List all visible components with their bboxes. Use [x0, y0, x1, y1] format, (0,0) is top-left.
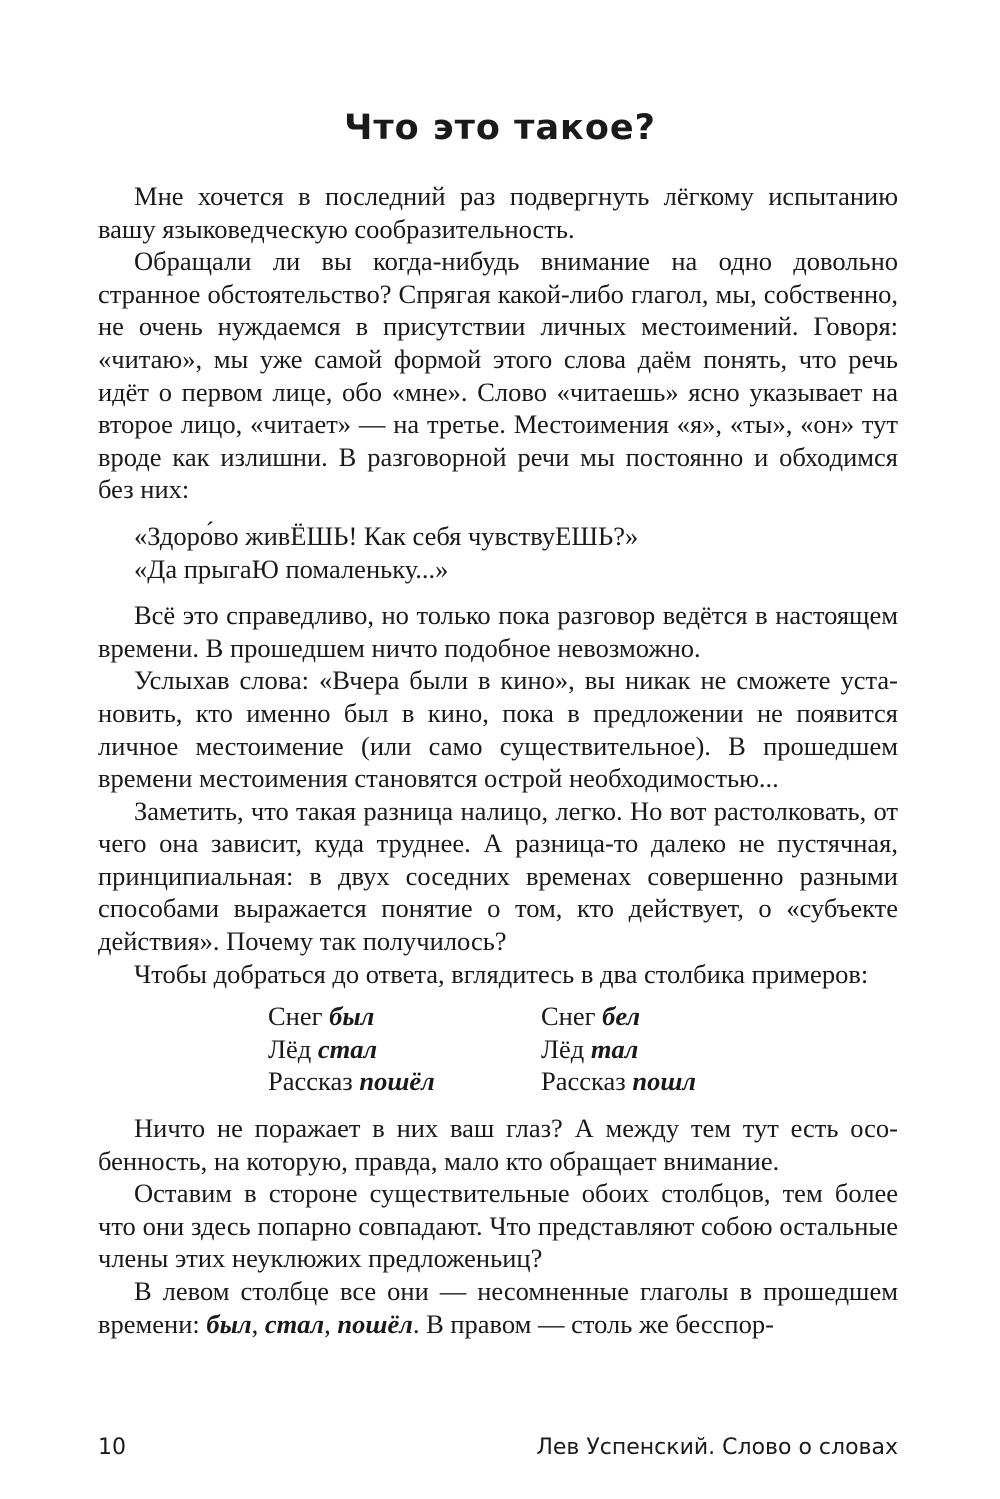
emphasis: был [206, 1308, 252, 1339]
paragraph: Обращали ли вы когда-нибудь внимание на одно довольно странное обстоятельство? Спрягая какой-либо глагол, мы, собственно, не очень нуждаемся в присутствии личных местоимений. Говоря: «читаю», мы уже самой формой этого слова даём понять, что речь идёт о первом лице, обо «мне». Слово «читаешь» ясно указывает на второе лицо, «читает» — на третье. Местоимения «я», «ты», «он» тут вроде как излишни. В разговорной речи мы постоянно и обходимся без них: [98, 246, 898, 505]
example-noun: Рассказ [268, 1066, 360, 1097]
example-word: был [329, 1001, 375, 1032]
text-run: , [324, 1308, 338, 1339]
example-noun: Лёд [541, 1033, 591, 1064]
text-run: В левом столбце все они — несомненные глаголы в прошедшем времени: [98, 1276, 898, 1339]
text-run: . В правом — столь же бесспор- [412, 1308, 774, 1339]
example-left-2 [268, 1033, 541, 1066]
paragraph: Чтобы добраться до ответа, вглядитесь в два столбика примеров: [134, 958, 869, 989]
example-right-1 [541, 1000, 801, 1033]
example-right-2 [541, 1033, 801, 1066]
emphasis: стал [264, 1308, 325, 1339]
dialogue-quote [134, 520, 898, 585]
example-left-3 [268, 1065, 541, 1098]
paragraph: Заметить, что такая разница налицо, легко. Но вот растолковать, от чего она зависит, куда труднее. А разница-то далеко не пустячная, принципиальная: в двух соседних временах совершенно разными способами выражается понятие о том, кто действует, о «субъекте действия». Почему так получилось? [98, 795, 898, 957]
example-word: пошл [632, 1066, 697, 1097]
running-title: Лев Успенский. Слово о словах [536, 1435, 898, 1460]
example-word: пошёл [359, 1066, 435, 1097]
paragraph [98, 1275, 898, 1340]
example-word: стал [317, 1033, 378, 1064]
text-run: , [251, 1308, 265, 1339]
quote-line: «Да прыгаЮ помаленьку...» [134, 553, 449, 584]
chapter-title: Что это такое? [344, 108, 656, 148]
page-number: 10 [98, 1435, 126, 1460]
example-noun: Снег [268, 1001, 330, 1032]
example-noun: Снег [541, 1001, 603, 1032]
example-right-3 [541, 1065, 801, 1098]
example-columns [268, 1000, 898, 1098]
paragraph: Ничто не поражает в них ваш глаз? А между тем тут есть особенность, на которую, правда, мало кто обращает внимание. [98, 1113, 898, 1176]
example-noun: Лёд [268, 1033, 318, 1064]
emphasis: пошёл [337, 1308, 413, 1339]
paragraph: Всё это справедливо, но только пока разговор ведётся в настоящем времени. В прошедшем ничто подобное невозможно. [98, 600, 898, 663]
paragraph: Мне хочется в последний раз подвергнуть лёгкому испытанию вашу языковедческую сообразительность. [98, 181, 898, 244]
example-word: бел [602, 1001, 641, 1032]
quote-line: «Здоро́во живЁШЬ! Как себя чувствуЕШЬ?» [134, 520, 639, 551]
paragraph: Услыхав слова: «Вчера были в кино», вы никак не сможете установить, кто именно был в кино, пока в предложении не появится личное местоимение (или само существительное). В прошедшем времени местоимения становятся острой необходимостью... [98, 665, 898, 794]
example-noun: Рассказ [541, 1066, 633, 1097]
example-left-1 [268, 1000, 541, 1033]
paragraph: Оставим в стороне существительные обоих столбцов, тем более что они здесь попарно совпадают. Что представляют собою остальные члены этих неуклюжих предложеньиц? [98, 1178, 898, 1274]
body-text [98, 180, 898, 1340]
example-word: тал [590, 1033, 639, 1064]
